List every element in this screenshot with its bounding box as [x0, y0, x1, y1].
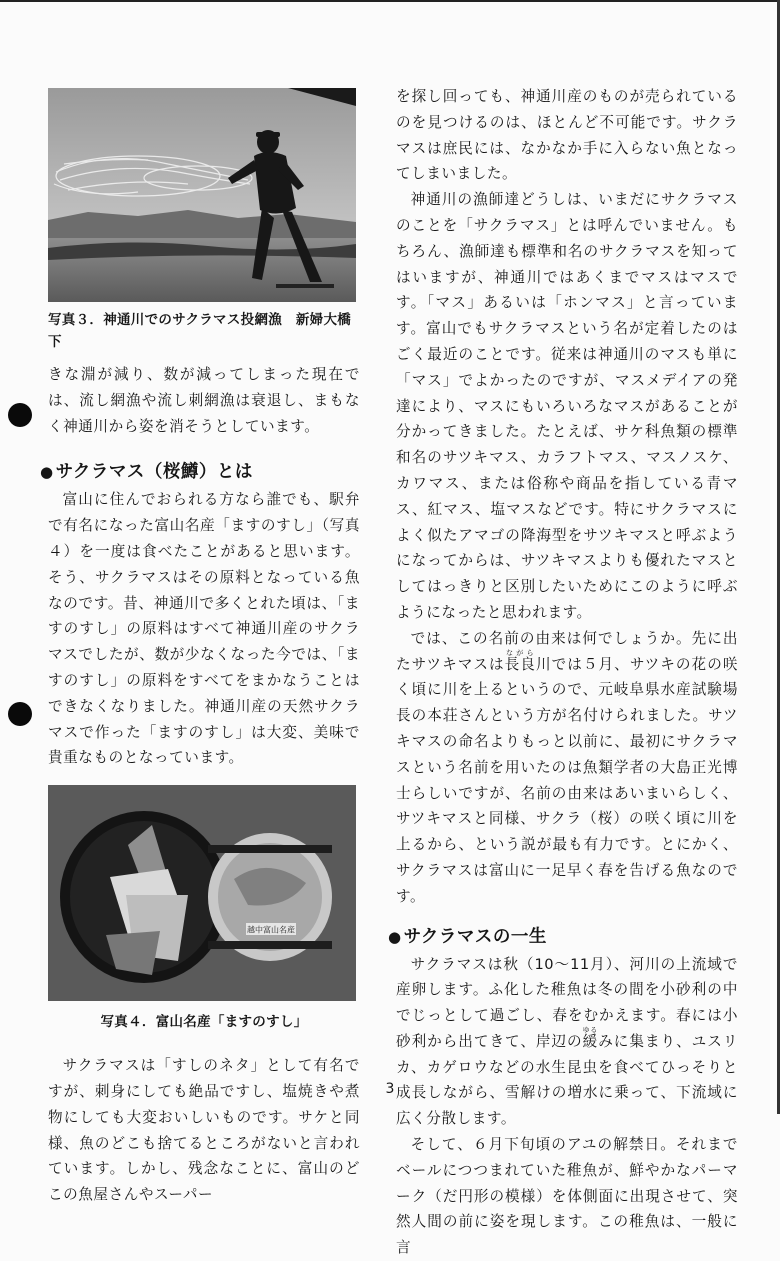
page-number: 3 — [385, 1081, 395, 1097]
paragraph: サクラマスは秋（10～11月）、河川の上流域で産卵します。ふ化した稚魚は冬の間を小砂利の中でじっとして過ごし、春をむかえます。春には小砂利から出てきて、岸辺の緩ゆるみに集まり、ユスリカ、カゲロウなどの水生昆虫を食べてひっそりと成長しながら、雪解けの増水に乗って、下流域に広く分散します。 — [396, 955, 738, 1128]
scan-edge-top — [0, 0, 780, 2]
paragraph: そして、６月下旬頃のアユの解禁日。それまでベールにつつまれていた稚魚が、鮮やかなパーマーク（だ円形の模様）を体側面に出現させて、突然人間の前に姿を現します。この稚魚は、一般に言 — [396, 1136, 738, 1257]
paragraph: 神通川の漁師達どうしは、いまだにサクラマスのことを「サクラマス」とは呼んでいません。もちろん、漁師達も標準和名のサクラマスを知ってはいますが、神通川ではあくまでマスはマスです。「マス」あるいは「ホンマス」と言っています。富山でもサクラマスという名が定着したのはごく最近のことです。従来は神通川のマスも単に「マス」でよかったのですが、マスメデイアの発達により、マスにもいろいろなマスがあることが分かってきました。たとえば、サケ科魚類の標準和名のサツキマス、カラフトマス、マスノスケ、カワマス、または俗称や商品を指している青マス、紅マス、塩マスなどです。特にサクラマスによく似たアマゴの降海型をサツキマスと呼ぶようになってからは、サツキマスよりも優れたマスとしてはっきりと区別したいためにこのように呼ぶようになったと思われます。 — [396, 191, 738, 621]
bullet-icon: ● — [388, 927, 402, 946]
section-heading-sakuramasu — [40, 459, 360, 485]
photo-3-cast-net-fishing — [48, 88, 356, 302]
photo-4-caption: 写真４．富山名産「ますのすし」 — [100, 1014, 308, 1031]
bullet-icon: ● — [40, 463, 54, 482]
furigana-yuru: 緩ゆる — [582, 1025, 599, 1050]
photo-3-caption: 写真３．神通川でのサクラマス投網漁 新婦大橋下 — [48, 312, 352, 350]
furigana-nagara: 長良ながら — [504, 648, 536, 673]
left-column — [40, 88, 360, 1208]
paragraph: サクラマスは「すしのネタ」として有名ですが、刺身にしても絶品ですし、塩焼きや煮物にしても大変おいしいものです。サケと同様、魚のどこも捨てるところがないと言われています。しかし、残念なことに、富山のどこの魚屋さんやスーパー — [48, 1057, 360, 1204]
paragraph: きな淵が減り、数が減ってしまった現在では、流し網漁や流し刺網漁は衰退し、まもなく神通川から姿を消そうとしています。 — [48, 366, 360, 435]
paragraph: 富山に住んでおられる方なら誰でも、駅弁で有名になった富山名産「ますのすし」（写真４）を一度は食べたことがあると思います。そう、サクラマスはその原料となっている魚なのです。昔、神通川で多くとれた頃は、「ますのすし」の原料はすべて神通川産のサクラマスでしたが、数が少なくなった今では、「ますのすし」の原料をすべてをまかなうことはできなくなりました。神通川産の天然サクラマスで作った「ますのすし」は大変、美味で貴重なものとなっています。 — [48, 491, 360, 767]
paragraph: を探し回っても、神通川産のものが売られているのを見つけるのは、ほとんど不可能です。サクラマスは庶民には、なかなか手に入らない魚となってしまいました。 — [396, 88, 738, 183]
section-heading-text: サクラマス（桜鱒）とは — [55, 462, 253, 483]
section-heading-life-cycle — [388, 924, 738, 950]
photo-4-image — [48, 785, 356, 1001]
section-heading-text: サクラマスの一生 — [403, 926, 547, 947]
box-label: 越中富山名産 — [247, 925, 295, 935]
photo-3-image — [48, 88, 356, 302]
photo-4-masu-sushi — [48, 785, 356, 1001]
paragraph: では、この名前の由来は何でしょうか。先に出たサツキマスは長良ながら川では５月、サツキの花の咲く頃に川を上るというので、元岐阜県水産試験場長の本荘さんという方が名付けられました。サツキマスの命名よりもっと以前に、最初にサクラマスという名前を用いたのは魚類学者の大島正光博士らしいですが、名前の由来はあいまいらしく、サツキマスと同様、サクラ（桜）の咲く頃に川を上るから、という説が最も有力です。とにかく、サクラマスは富山に一足早く春を告げる魚なのです。 — [396, 629, 738, 905]
punch-hole — [8, 403, 32, 427]
punch-hole — [8, 702, 32, 726]
